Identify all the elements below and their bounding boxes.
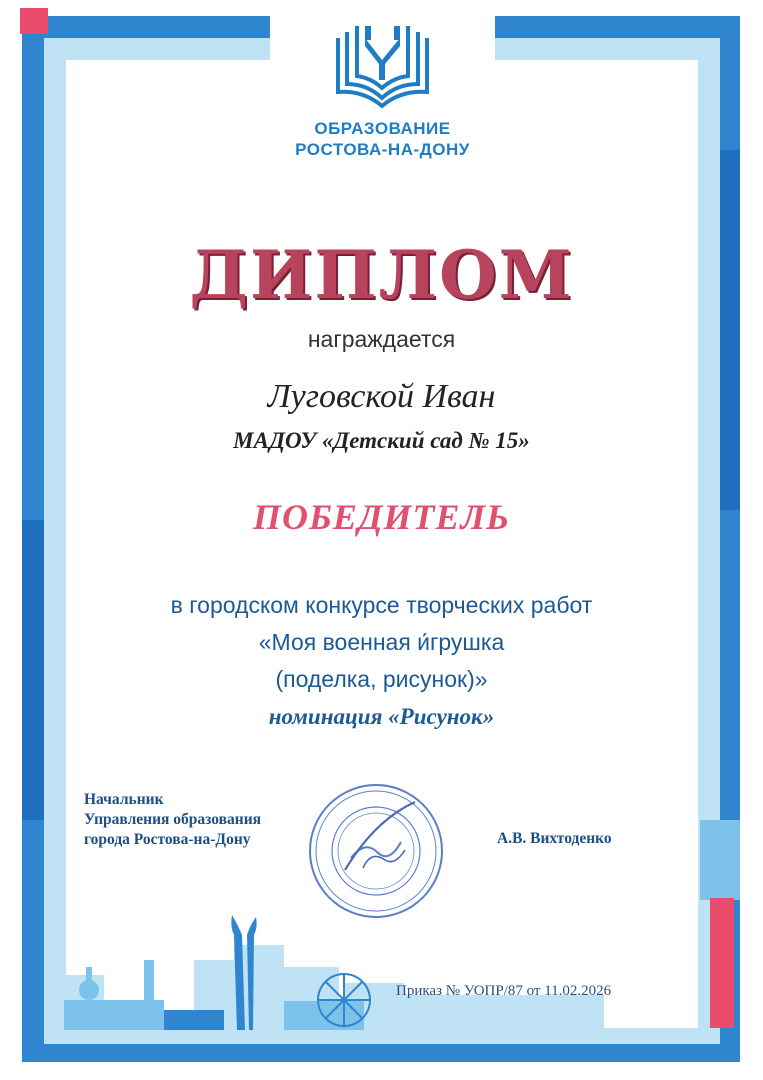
signer-position xyxy=(84,790,261,850)
decor-strip-light xyxy=(700,820,740,900)
certificate-title: ДИПЛОМ xyxy=(189,236,574,314)
decor-red-corner-top xyxy=(20,8,48,34)
logo-text-line2: РОСТОВА-НА-ДОНУ xyxy=(295,140,470,159)
logo-text-line1: ОБРАЗОВАНИЕ xyxy=(314,119,451,138)
signer-position-line3: города Ростова-на-Дону xyxy=(84,831,251,848)
signer-name: А.В. Вихтоденко xyxy=(497,830,612,847)
award-title: ПОБЕДИТЕЛЬ xyxy=(253,497,510,537)
contest-line-2: «Моя военная и́грушка xyxy=(258,629,505,655)
logo-block xyxy=(270,0,495,175)
contest-line-3: (поделка, рисунок)» xyxy=(275,666,488,692)
recipient-name: Луговской Иван xyxy=(267,378,496,415)
order-reference: Приказ № УОПР/87 от 11.02.2026 xyxy=(396,983,612,999)
official-stamp-icon xyxy=(305,780,447,922)
signer-position-line2: Управления образования xyxy=(84,811,262,828)
city-skyline-icon xyxy=(44,905,604,1030)
contest-description xyxy=(0,587,763,735)
decor-red-corner-bottom xyxy=(710,898,734,1028)
recipient-organization: МАДОУ «Детский сад № 15» xyxy=(233,428,530,453)
awarded-text: награждается xyxy=(307,326,456,352)
signer-position-line1: Начальник xyxy=(84,791,164,808)
contest-line-1: в городском конкурсе творческих работ xyxy=(170,592,593,618)
logo-text xyxy=(270,118,495,160)
open-book-y-emblem-icon xyxy=(335,18,430,108)
nomination: номинация «Рисунок» xyxy=(268,704,495,729)
